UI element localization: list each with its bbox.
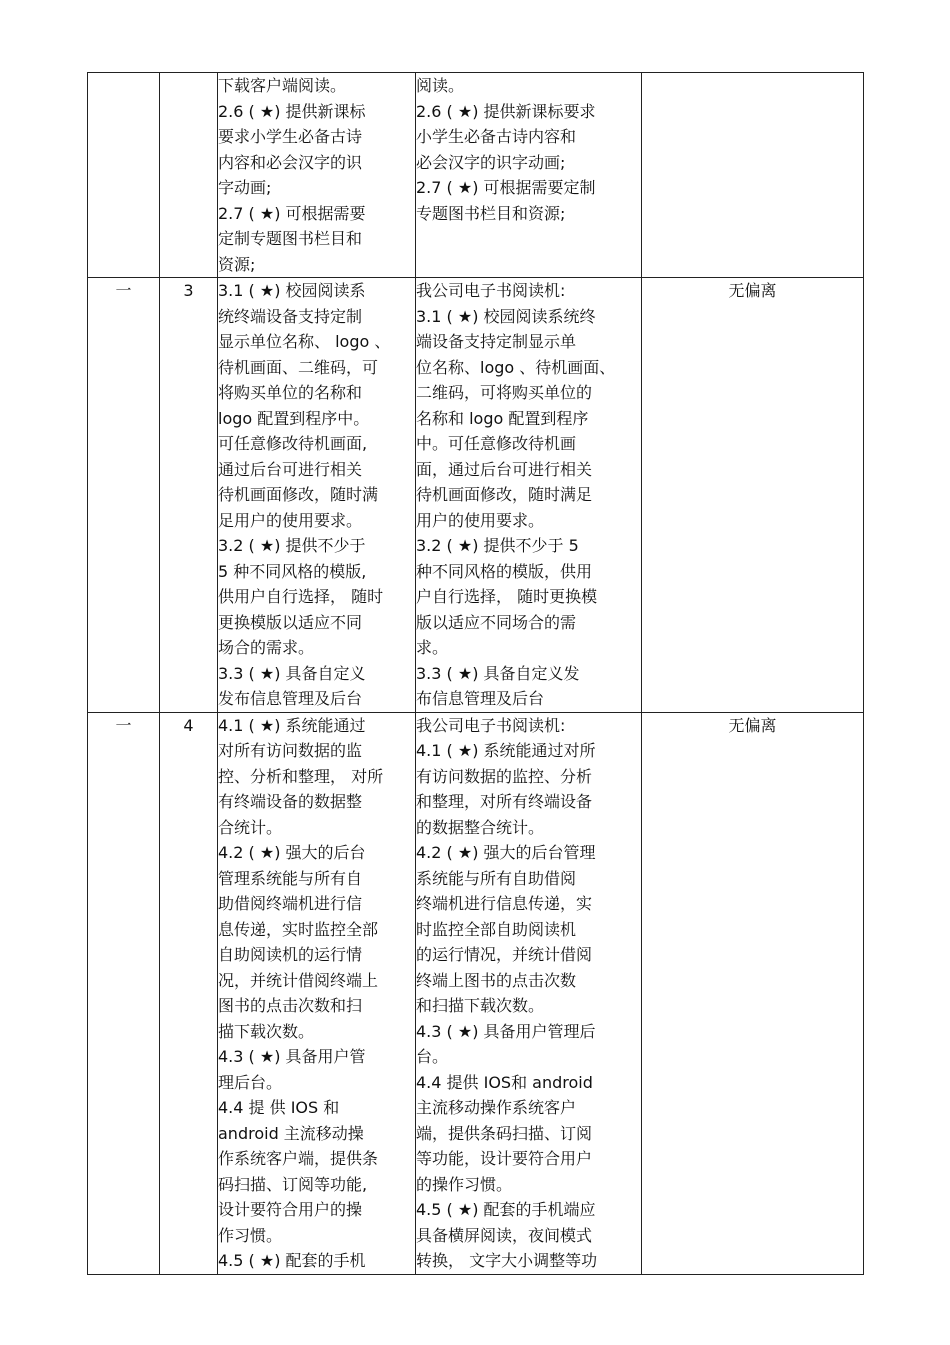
cell-text-line: 布信息管理及后台 <box>416 689 545 708</box>
cell-text-line: 图书的点击次数和扫 <box>218 996 363 1015</box>
response-cell <box>416 73 642 278</box>
cell-text-line: 中。可任意修改待机画 <box>416 434 577 453</box>
cell-text-line: 主流移动操作系统客户 <box>416 1098 577 1117</box>
cell-text-line: 作系统客户端，提供条 <box>218 1149 379 1168</box>
cell-text-line: 资源; <box>218 254 256 274</box>
cell-text-line: 待机画面修改，随时满足 <box>416 485 593 504</box>
cell-text-line: 有访问数据的监控、分析 <box>416 766 593 786</box>
cell-text-line: 台。 <box>416 1047 449 1066</box>
cell-text-line: 我公司电子书阅读机: <box>416 715 566 735</box>
cell-text-line: 和扫描下载次数。 <box>416 996 545 1015</box>
cell-text-line: 系统能与所有自助借阅 <box>416 868 577 888</box>
cell-text-line: 和整理，对所有终端设备 <box>416 792 593 811</box>
cell-text-line: 3.3 ( ★) 具备自定义 <box>218 663 366 683</box>
cell-text-line: 面，通过后台可进行相关 <box>416 459 593 479</box>
cell-text-line: 终端机进行信息传递，实 <box>416 894 593 913</box>
cell-text-line: logo 配置到程序中。 <box>218 408 370 428</box>
cell-text-line: 供用户自行选择， 随时 <box>218 587 384 606</box>
cell-text-line: 设计要符合用户的操 <box>218 1200 363 1219</box>
cell-text-line: 内容和必会汉字的识 <box>218 152 363 172</box>
response-cell <box>416 278 642 713</box>
cell-text-line: 待机画面修改，随时满 <box>218 485 379 504</box>
cell-text-line: 有终端设备的数据整 <box>218 792 363 811</box>
cell-text-line: 控、分析和整理， 对所 <box>218 766 384 786</box>
cell-text-line: 我公司电子书阅读机: <box>416 281 566 300</box>
cell-text-line: 作习惯。 <box>218 1225 283 1245</box>
cell-text-line: 必会汉字的识字动画; <box>416 152 566 172</box>
spec-table <box>87 72 864 1275</box>
cell-text-line: 端设备支持定制显示单 <box>416 332 577 351</box>
cell-text-line: 用户的使用要求。 <box>416 510 545 530</box>
cell-text-line: 端，提供条码扫描、订阅 <box>416 1123 593 1143</box>
cell-text-line: 3.1 ( ★) 校园阅读系 <box>218 281 366 300</box>
cell-text-line: 码扫描、订阅等功能, <box>218 1174 368 1194</box>
cell-text-line: 4.1 ( ★) 系统能通过对所 <box>416 741 596 760</box>
cell-text-line: 3.3 ( ★) 具备自定义发 <box>416 663 580 683</box>
cell-text-line: 4.4 提供 IOS和 android <box>416 1072 593 1092</box>
item-number-cell: 4 <box>160 712 218 1274</box>
requirement-cell <box>218 73 416 278</box>
table-row <box>88 278 864 713</box>
cell-text-line: 要求小学生必备古诗 <box>218 127 363 146</box>
cell-text-line: 4.2 ( ★) 强大的后台管理 <box>416 843 596 862</box>
cell-text-line: 求。 <box>416 638 449 657</box>
cell-text-line: 4.3 ( ★) 具备用户管 <box>218 1047 366 1066</box>
cell-text-line: 管理系统能与所有自 <box>218 868 363 888</box>
cell-text-line: 终端上图书的点击次数 <box>416 970 577 990</box>
cell-text-line: 4.5 ( ★) 配套的手机端应 <box>416 1200 596 1219</box>
cell-text-line: 3.2 ( ★) 提供不少于 5 <box>416 536 579 555</box>
requirement-cell <box>218 278 416 713</box>
response-cell <box>416 712 642 1274</box>
cell-text-line: 更换模版以适应不同 <box>218 612 363 632</box>
cell-text-line: 的数据整合统计。 <box>416 817 545 837</box>
cell-text-line: 4.4 提 供 IOS 和 <box>218 1098 340 1117</box>
cell-text-line: 可任意修改待机画面, <box>218 434 368 453</box>
seq-cell: 一 <box>88 712 160 1274</box>
cell-text-line: 种不同风格的模版，供用 <box>416 561 593 581</box>
cell-text-line: 描下载次数。 <box>218 1021 315 1041</box>
item-number-cell <box>160 73 218 278</box>
cell-text-line: 的运行情况，并统计借阅 <box>416 945 593 964</box>
cell-text-line: 4.3 ( ★) 具备用户管理后 <box>416 1021 596 1041</box>
seq-cell: 一 <box>88 278 160 713</box>
cell-text-line: 4.1 ( ★) 系统能通过 <box>218 715 366 735</box>
deviation-cell: 无偏离 <box>642 712 864 1274</box>
cell-text-line: 统终端设备支持定制 <box>218 306 363 326</box>
cell-text-line: 2.7 ( ★) 可根据需要 <box>218 203 366 223</box>
cell-text-line: 专题图书栏目和资源; <box>416 203 566 223</box>
cell-text-line: 发布信息管理及后台 <box>218 689 363 708</box>
cell-text-line: 5 种不同风格的模版, <box>218 561 367 581</box>
deviation-cell: 无偏离 <box>642 278 864 713</box>
cell-text-line: 时监控全部自助阅读机 <box>416 919 577 939</box>
item-number-cell: 3 <box>160 278 218 713</box>
cell-text-line: 名称和 logo 配置到程序 <box>416 408 589 428</box>
cell-text-line: 2.6 ( ★) 提供新课标 <box>218 101 366 121</box>
cell-text-line: 将购买单位的名称和 <box>218 383 363 402</box>
cell-text-line: 字动画; <box>218 178 272 197</box>
cell-text-line: 版以适应不同场合的需 <box>416 612 577 632</box>
cell-text-line: 4.5 ( ★) 配套的手机 <box>218 1251 366 1270</box>
cell-text-line: 3.2 ( ★) 提供不少于 <box>218 536 366 555</box>
cell-text-line: 足用户的使用要求。 <box>218 510 363 530</box>
cell-text-line: 户自行选择， 随时更换模 <box>416 587 598 606</box>
cell-text-line: 通过后台可进行相关 <box>218 459 363 479</box>
cell-text-line: 二维码，可将购买单位的 <box>416 383 593 402</box>
cell-text-line: 理后台。 <box>218 1072 283 1092</box>
cell-text-line: 等功能，设计要符合用户 <box>416 1149 593 1168</box>
cell-text-line: 对所有访问数据的监 <box>218 741 363 760</box>
deviation-cell <box>642 73 864 278</box>
cell-text-line: 场合的需求。 <box>218 638 315 657</box>
cell-text-line: 阅读。 <box>416 76 465 95</box>
cell-text-line: 转换， 文字大小调整等功 <box>416 1251 598 1270</box>
cell-text-line: 下载客户端阅读。 <box>218 76 347 95</box>
cell-text-line: 况，并统计借阅终端上 <box>218 970 379 990</box>
cell-text-line: 4.2 ( ★) 强大的后台 <box>218 843 366 862</box>
table-row <box>88 73 864 278</box>
cell-text-line: 息传递，实时监控全部 <box>218 919 379 939</box>
cell-text-line: 合统计。 <box>218 817 283 837</box>
requirement-cell <box>218 712 416 1274</box>
cell-text-line: 显示单位名称、 logo 、 <box>218 332 391 351</box>
cell-text-line: 位名称、logo 、待机画面、 <box>416 357 616 377</box>
cell-text-line: 自助阅读机的运行情 <box>218 945 363 964</box>
cell-text-line: 待机画面、二维码，可 <box>218 357 379 377</box>
cell-text-line: 定制专题图书栏目和 <box>218 229 363 248</box>
seq-cell <box>88 73 160 278</box>
cell-text-line: 小学生必备古诗内容和 <box>416 127 577 146</box>
cell-text-line: 的操作习惯。 <box>416 1174 513 1194</box>
table-row <box>88 712 864 1274</box>
cell-text-line: android 主流移动操 <box>218 1123 364 1143</box>
cell-text-line: 助借阅终端机进行信 <box>218 894 363 913</box>
cell-text-line: 3.1 ( ★) 校园阅读系统终 <box>416 306 596 326</box>
cell-text-line: 具备横屏阅读，夜间模式 <box>416 1225 593 1245</box>
cell-text-line: 2.7 ( ★) 可根据需要定制 <box>416 178 596 197</box>
cell-text-line: 2.6 ( ★) 提供新课标要求 <box>416 101 596 121</box>
